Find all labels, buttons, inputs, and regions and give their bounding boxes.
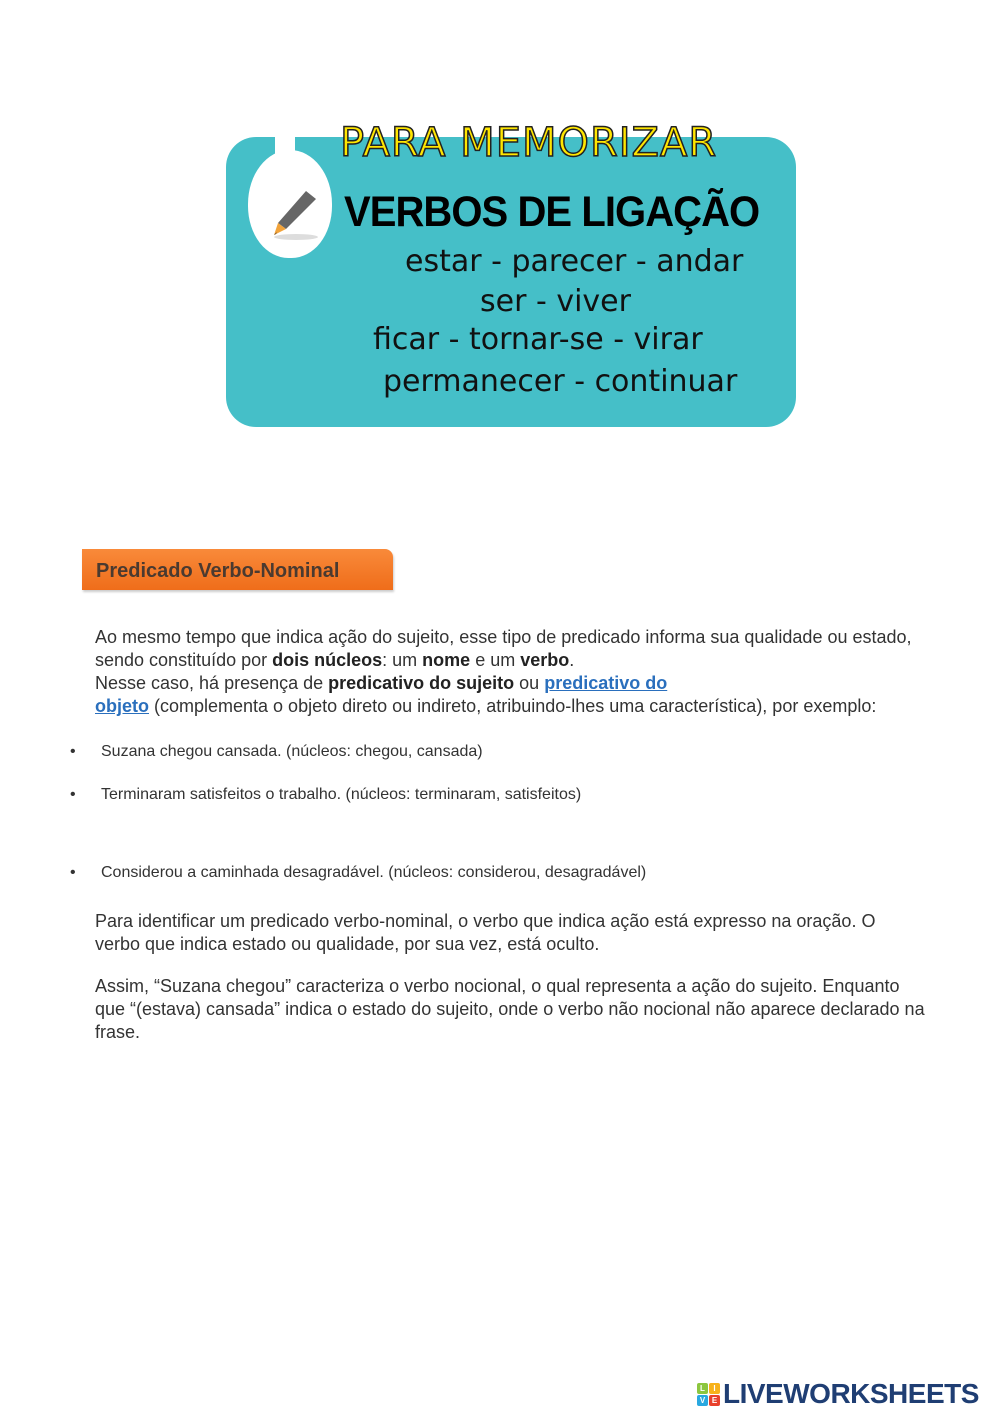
logo-text: LIVEWORKSHEETS (723, 1378, 979, 1409)
text: ou (514, 673, 545, 693)
example-text: Suzana chegou cansada. (núcleos: chegou, cansada) (101, 743, 483, 760)
example-text: Considerou a caminhada desagradável. (núcleos: considerou, desagradável) (101, 864, 647, 881)
banner-title: PARA MEMORIZAR (340, 120, 718, 166)
bold-text: dois núcleos (272, 650, 383, 670)
verb-line: ficar - tornar-se - virar (373, 322, 703, 357)
logo-letter: V (697, 1395, 708, 1406)
example-text: Terminaram satisfeitos o trabalho. (núcleos: terminaram, satisfeitos) (101, 786, 582, 803)
text: (complementa o objeto direto ou indireto, atribuindo-lhes uma característica), por exemplo: (149, 696, 877, 716)
text: . (569, 650, 575, 670)
verb-line: ser - viver (480, 284, 631, 319)
paragraph: Assim, “Suzana chegou” caracteriza o verbo nocional, o qual representa a ação do sujeito. Enquanto que “(estava) cansada” indica o estado do sujeito, onde o verbo não nocional não aparece declarado na frase. (95, 976, 925, 1042)
intro-paragraph (95, 626, 925, 718)
logo-letter: L (697, 1383, 708, 1394)
liveworksheets-logo (697, 1378, 979, 1410)
text: : um (382, 650, 423, 670)
bold-text: verbo (520, 650, 570, 670)
bullet-icon: • (70, 864, 76, 881)
section-title: Predicado Verbo-Nominal (96, 560, 340, 582)
verb-line: permanecer - continuar (383, 364, 738, 399)
text: e um (470, 650, 521, 670)
paragraph: Para identificar um predicado verbo-nominal, o verbo que indica ação está expresso na oração. O verbo que indica estado ou qualidade, por sua vez, está oculto. (95, 911, 876, 954)
predicativo-objeto-link[interactable]: predicativo do (544, 673, 668, 693)
bold-text: predicativo do sujeito (328, 673, 515, 693)
bullet-icon: • (70, 743, 76, 760)
text: Nesse caso, há presença de (95, 673, 329, 693)
section-heading (82, 549, 393, 590)
predicativo-objeto-link[interactable]: objeto (95, 696, 149, 716)
text: Ao mesmo tempo que indica ação do sujeito, esse tipo de predicado informa sua qualidade ou estado, sendo constituído por (95, 627, 912, 670)
bold-text: nome (422, 650, 471, 670)
logo-letter: E (709, 1395, 720, 1406)
bullet-icon: • (70, 786, 76, 803)
verb-line: estar - parecer - andar (405, 244, 744, 279)
logo-letter: I (709, 1383, 720, 1394)
banner-heading: VERBOS DE LIGAÇÃO (344, 188, 760, 236)
pencil-icon (266, 185, 326, 245)
logo-mark (697, 1383, 720, 1406)
